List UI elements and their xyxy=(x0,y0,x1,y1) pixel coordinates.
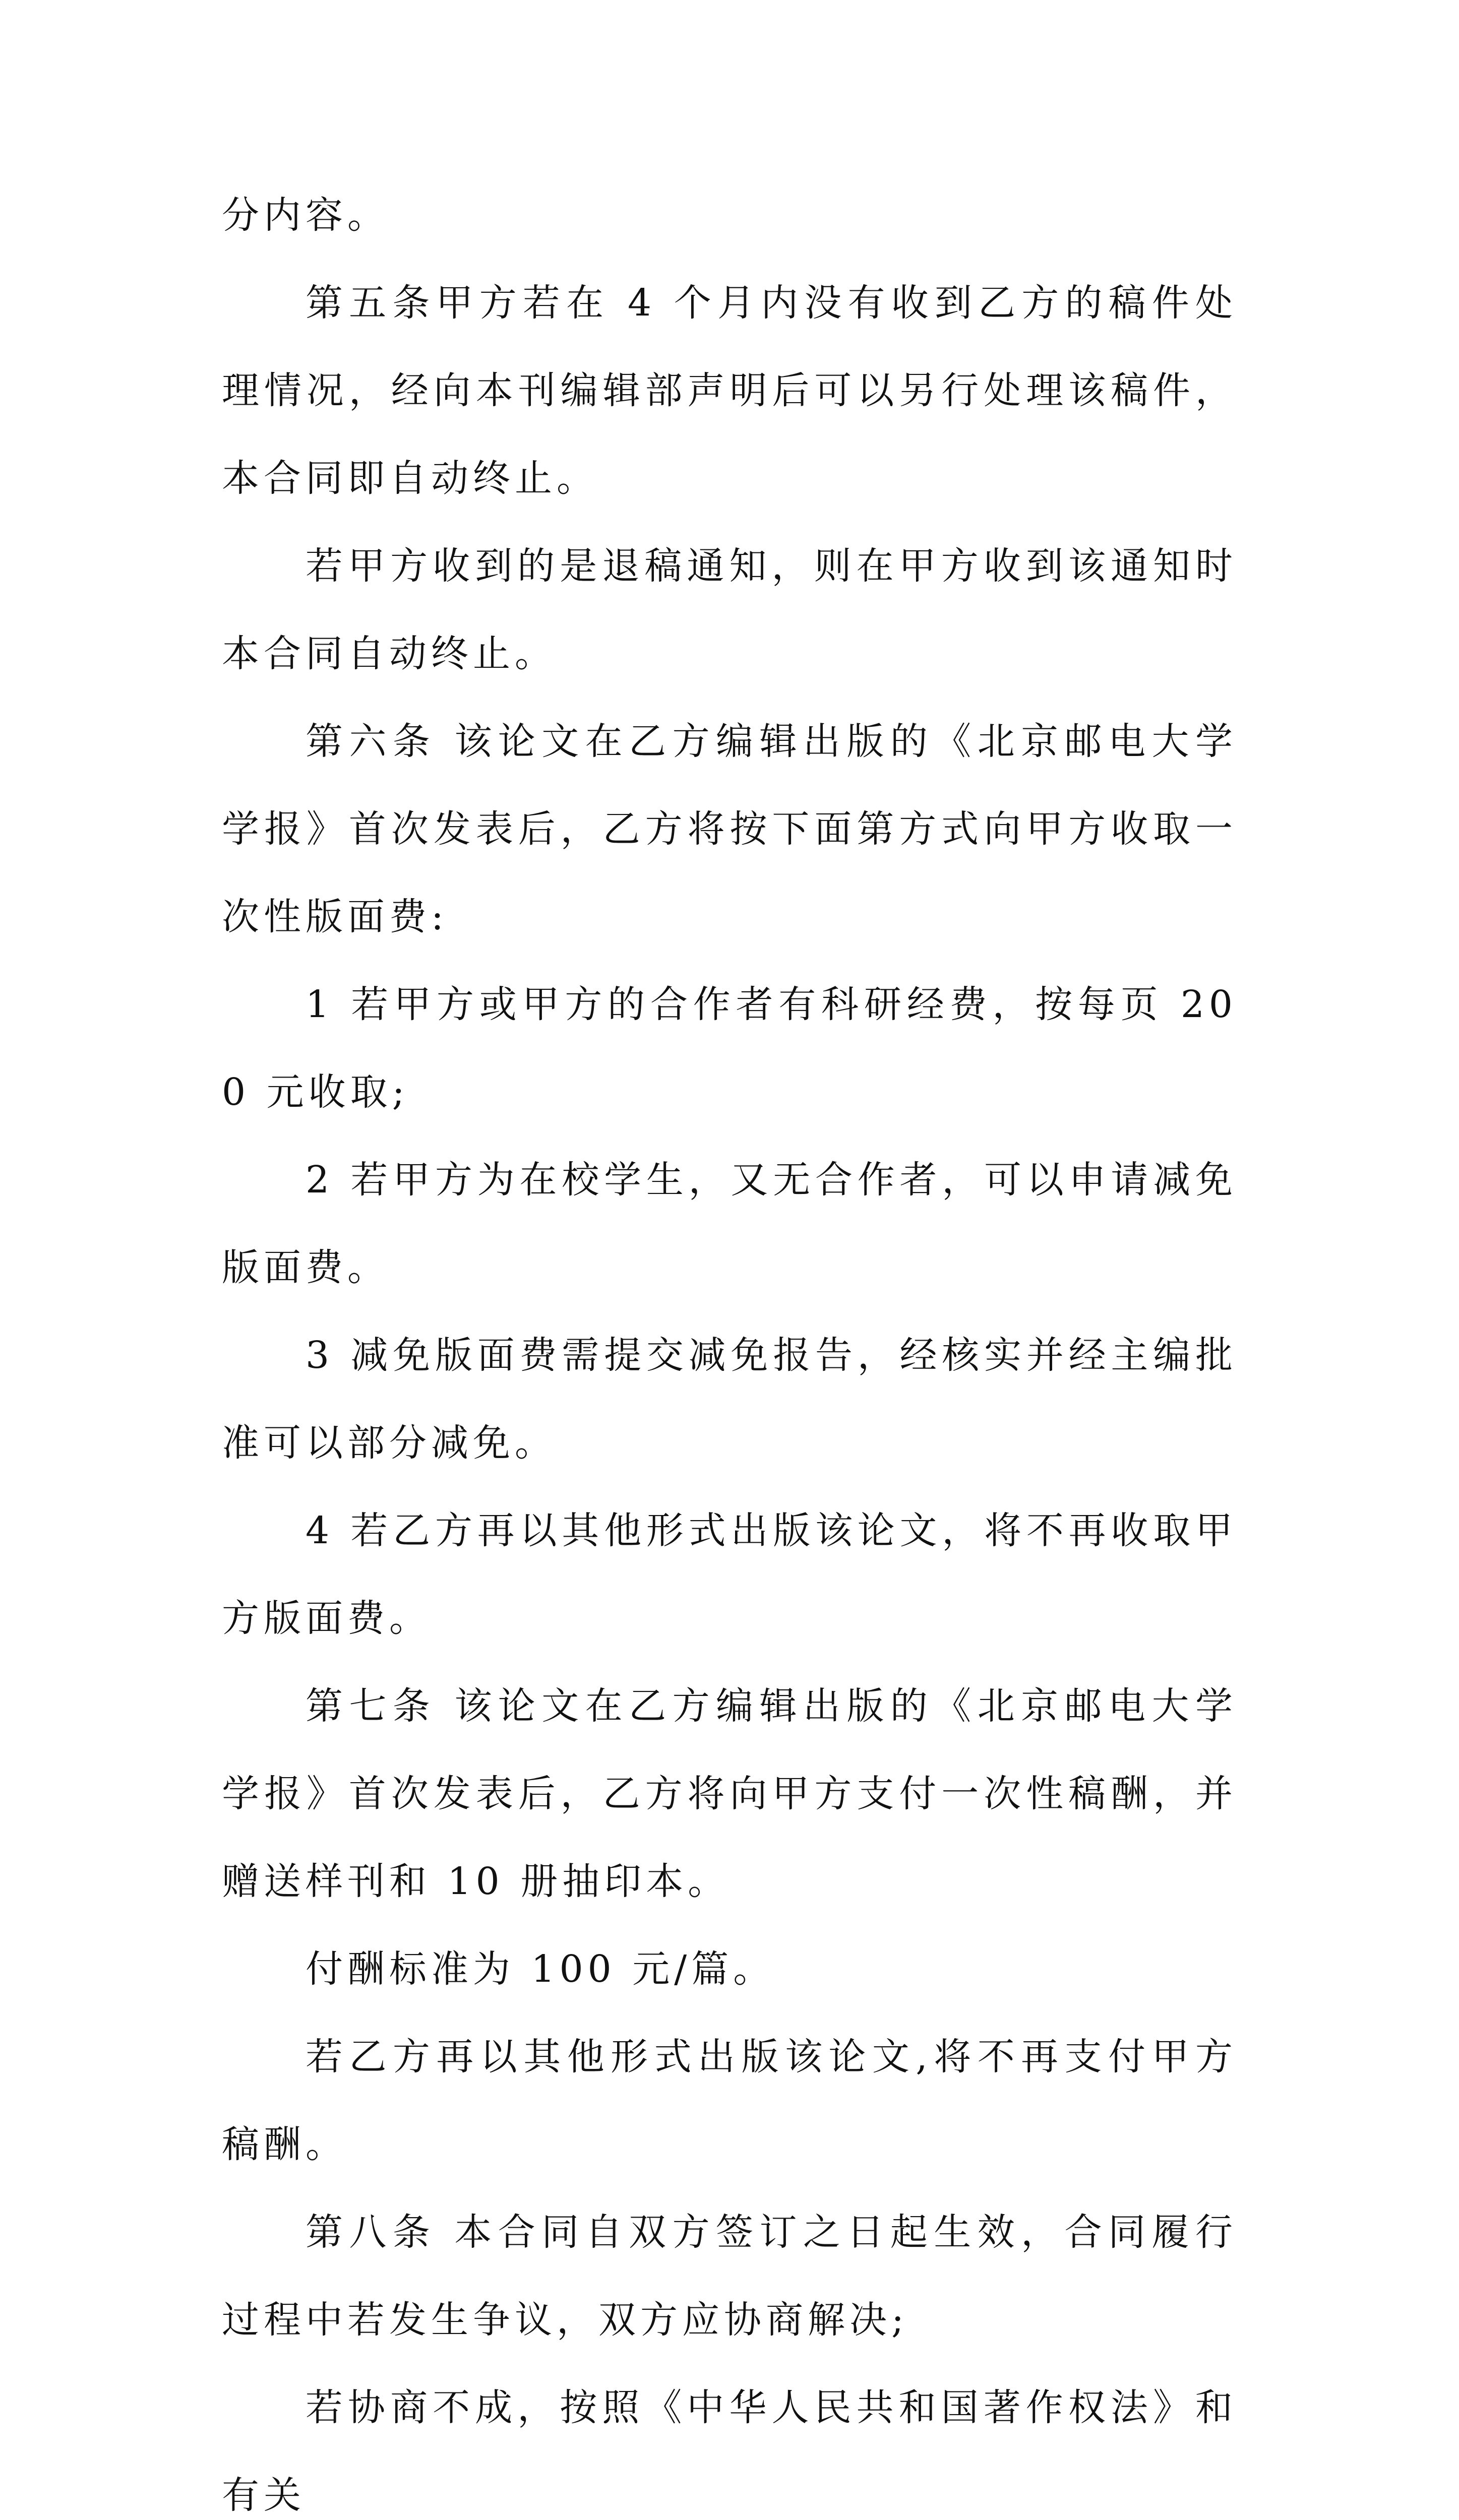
paragraph-continuation: 分内容。 xyxy=(222,194,389,237)
paragraph-article-7: 第七条 该论文在乙方编辑出版的《北京邮电大学学报》首次发表后，乙方将向甲方支付一次性稿酬，并赠送样刊和 10 册抽印本。 xyxy=(222,1684,1237,1903)
paragraph-payment-standard: 付酬标准为 100 元/篇。 xyxy=(306,1947,775,1991)
paragraph-no-further-payment: 若乙方再以其他形式出版该论文,将不再支付甲方稿酬。 xyxy=(222,2035,1237,2166)
paragraph-fee-item-2: 2 若甲方为在校学生，又无合作者，可以申请减免版面费。 xyxy=(222,1158,1237,1289)
paragraph-dispute-resolution: 若协商不成，按照《中华人民共和国著作权法》和有关 xyxy=(222,2386,1237,2517)
paragraph-article-6: 第六条 该论文在乙方编辑出版的《北京邮电大学学报》首次发表后，乙方将按下面第方式向甲方收取一次性版面费: xyxy=(222,720,1237,938)
paragraph-fee-item-1: 1 若甲方或甲方的合作者有科研经费，按每页 200 元收取; xyxy=(222,983,1237,1114)
document-body xyxy=(222,171,1237,2520)
paragraph-fee-item-4: 4 若乙方再以其他形式出版该论文，将不再收取甲方版面费。 xyxy=(222,1509,1237,1640)
paragraph-article-5: 第五条甲方若在 4 个月内没有收到乙方的稿件处理情况，经向本刊编辑部声明后可以另行处理该稿件，本合同即自动终止。 xyxy=(222,281,1237,500)
paragraph-rejection-notice: 若甲方收到的是退稿通知，则在甲方收到该通知时本合同自动终止。 xyxy=(222,544,1237,675)
paragraph-fee-item-3: 3 减免版面费需提交减免报告，经核实并经主编批准可以部分减免。 xyxy=(222,1334,1237,1465)
paragraph-article-8: 第八条 本合同自双方签订之日起生效，合同履行过程中若发生争议，双方应协商解决; xyxy=(222,2211,1237,2342)
